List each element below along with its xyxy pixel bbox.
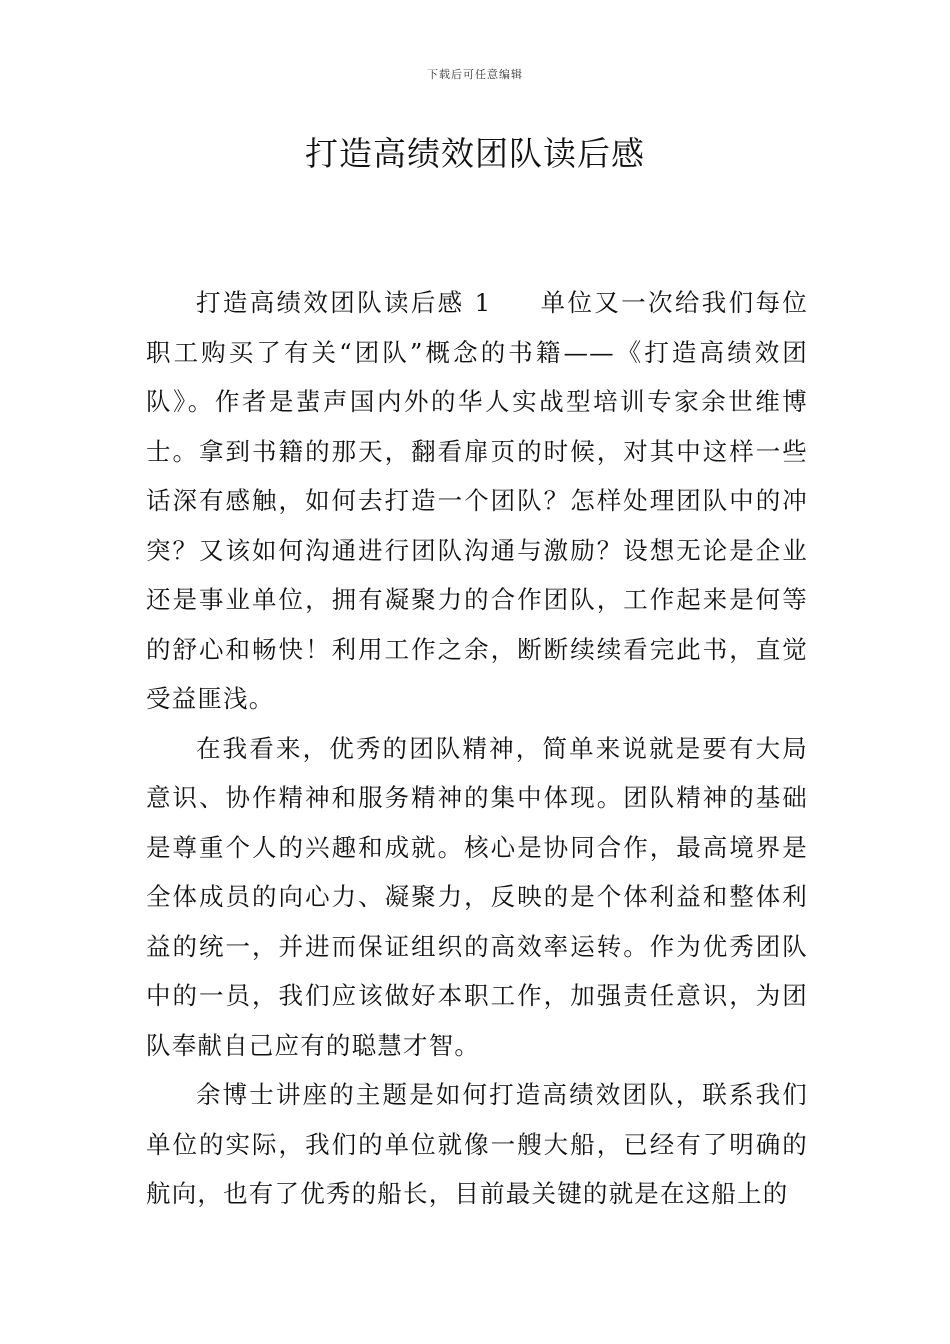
paragraph-2: 在我看来，优秀的团队精神，简单来说就是要有大局意识、协作精神和服务精神的集中体现。团队精神的基础是尊重个人的兴趣和成就。核心是协同合作，最高境界是全体成员的向心力、凝聚力，反映的是个体利益和整体利益的统一，并进而保证组织的高效率运转。作为优秀团队中的一员，我们应该做好本职工作，加强责任意识，为团队奉献自己应有的聪慧才智。 xyxy=(146,733,808,1060)
intro-label: 打造高绩效团队读后感 1 xyxy=(196,288,492,317)
header-note: 下载后可任意编辑 xyxy=(427,68,523,81)
paragraph-1 xyxy=(146,278,808,724)
paragraph-1-text: 单位又一次给我们每位职工购买了有关“团队”概念的书籍——《打造高绩效团队》。作者是蜚声国内外的华人实战型培训专家余世维博士。拿到书籍的那天，翻看扉页的时候，对其中这样一些话深有感触，如何去打造一个团队？怎样处理团队中的冲突？又该如何沟通进行团队沟通与激励？设想无论是企业还是事业单位，拥有凝聚力的合作团队，工作起来是何等的舒心和畅快！利用工作之余，断断续续看完此书，直觉受益匪浅。 xyxy=(146,288,809,713)
document-body xyxy=(146,278,808,1219)
paragraph-3: 余博士讲座的主题是如何打造高绩效团队，联系我们单位的实际，我们的单位就像一艘大船，已经有了明确的航向，也有了优秀的船长，目前最关键的就是在这船上的 xyxy=(146,1080,808,1208)
document-title: 打造高绩效团队读后感 xyxy=(305,134,645,173)
